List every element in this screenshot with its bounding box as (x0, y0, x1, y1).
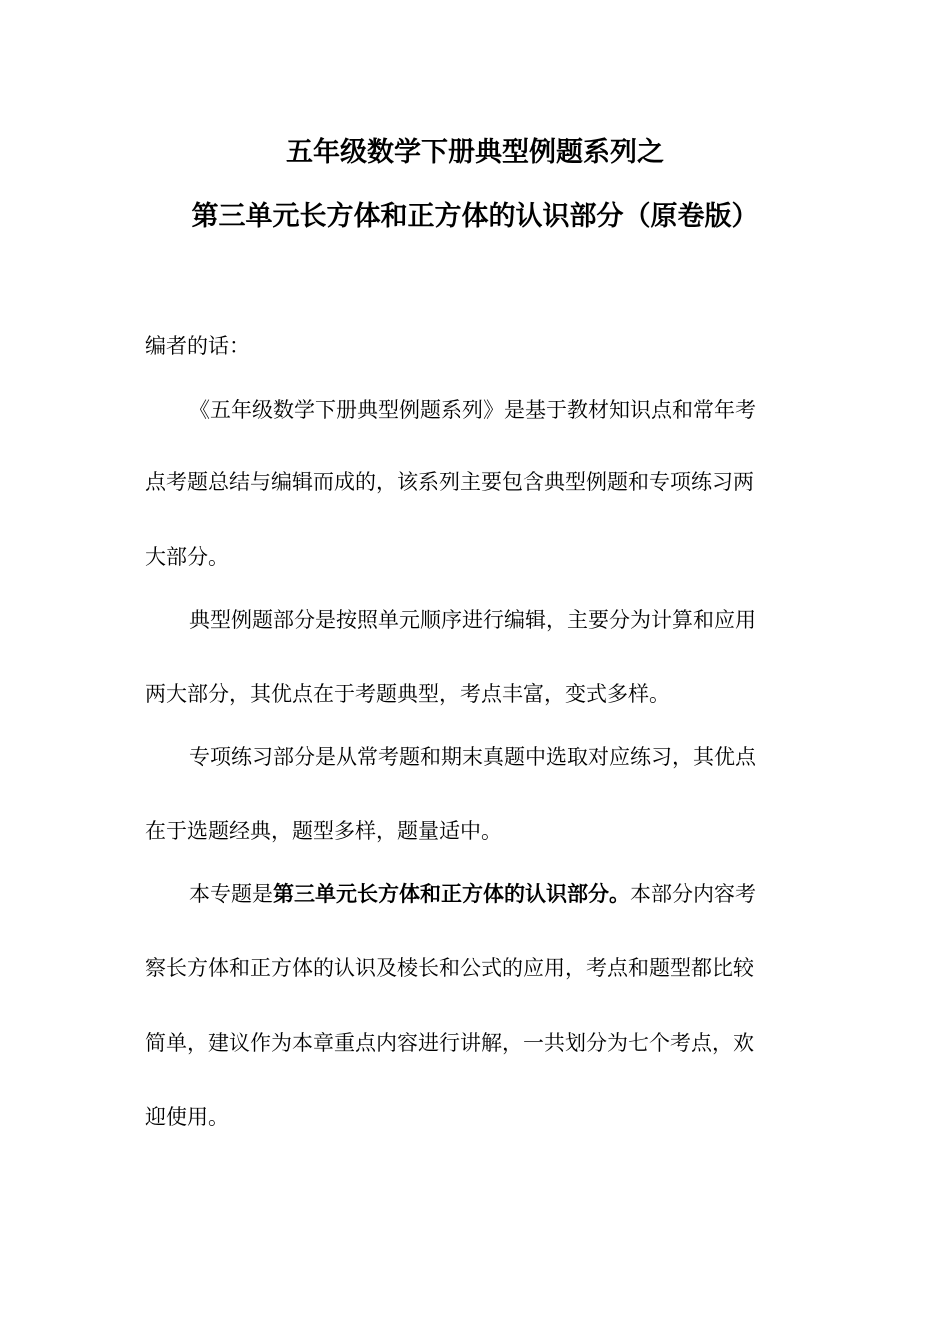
paragraph-2-line-1: 典型例题部分是按照单元顺序进行编辑，主要分为计算和应用 (189, 608, 756, 632)
paragraph-1-line-2: 点考题总结与编辑而成的，该系列主要包含典型例题和专项练习两 (145, 470, 754, 494)
paragraph-4-line-4: 迎使用。 (145, 1105, 229, 1129)
paragraph-3-line-2: 在于选题经典，题型多样，题量适中。 (145, 819, 502, 843)
paragraph-4-topic-emphasis: 第三单元长方体和正方体的认识部分。 (273, 882, 630, 906)
document-title-line-2: 第三单元长方体和正方体的认识部分（原卷版） (191, 201, 759, 232)
paragraph-4-line-1 (189, 879, 756, 909)
paragraph-1-line-3: 大部分。 (145, 545, 229, 569)
paragraph-4-prefix: 本专题是 (189, 882, 273, 906)
paragraph-3-line-1: 专项练习部分是从常考题和期末真题中选取对应练习，其优点 (189, 745, 756, 769)
editor-note-label: 编者的话： (145, 334, 250, 358)
paragraph-1-line-1: 《五年级数学下册典型例题系列》是基于教材知识点和常年考 (189, 398, 756, 422)
paragraph-2-line-2: 两大部分，其优点在于考题典型，考点丰富，变式多样。 (145, 682, 670, 706)
paragraph-4-suffix: 本部分内容考 (630, 882, 756, 906)
document-title-line-1: 五年级数学下册典型例题系列之 (286, 137, 664, 168)
paragraph-4-line-3: 简单，建议作为本章重点内容进行讲解，一共划分为七个考点，欢 (145, 1031, 754, 1055)
paragraph-4-line-2: 察长方体和正方体的认识及棱长和公式的应用，考点和题型都比较 (145, 956, 754, 980)
